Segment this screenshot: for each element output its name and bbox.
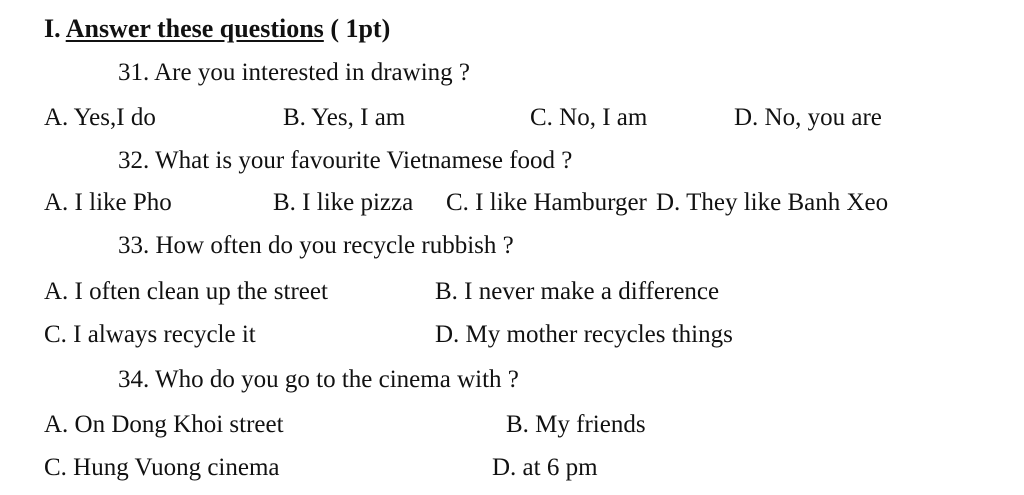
- q32-option-c: C. I like Hamburger: [446, 189, 647, 216]
- q31-option-a: A. Yes,I do: [44, 104, 156, 131]
- q34-option-a: A. On Dong Khoi street: [44, 411, 284, 438]
- section-number: I.: [44, 14, 61, 43]
- q31-option-b: B. Yes, I am: [283, 104, 406, 131]
- q32-option-d: D. They like Banh Xeo: [656, 189, 889, 216]
- section-title: Answer these questions: [65, 14, 324, 43]
- q31-option-c: C. No, I am: [530, 104, 648, 131]
- question-34: 34. Who do you go to the cinema with ?: [118, 366, 519, 393]
- q33-option-a: A. I often clean up the street: [44, 278, 328, 305]
- section-points: ( 1pt): [330, 14, 391, 43]
- q33-option-b: B. I never make a difference: [435, 278, 720, 305]
- section-heading: [44, 14, 390, 44]
- q32-option-a: A. I like Pho: [44, 189, 172, 216]
- question-33: 33. How often do you recycle rubbish ?: [118, 232, 514, 259]
- q33-option-d: D. My mother recycles things: [435, 321, 733, 348]
- q33-option-c: C. I always recycle it: [44, 321, 256, 348]
- q34-option-d: D. at 6 pm: [492, 454, 598, 481]
- q34-option-c: C. Hung Vuong cinema: [44, 454, 280, 481]
- q32-option-b: B. I like pizza: [273, 189, 414, 216]
- q31-option-d: D. No, you are: [734, 104, 882, 131]
- question-31: 31. Are you interested in drawing ?: [118, 59, 470, 86]
- question-32: 32. What is your favourite Vietnamese food ?: [118, 147, 573, 174]
- q34-option-b: B. My friends: [506, 411, 646, 438]
